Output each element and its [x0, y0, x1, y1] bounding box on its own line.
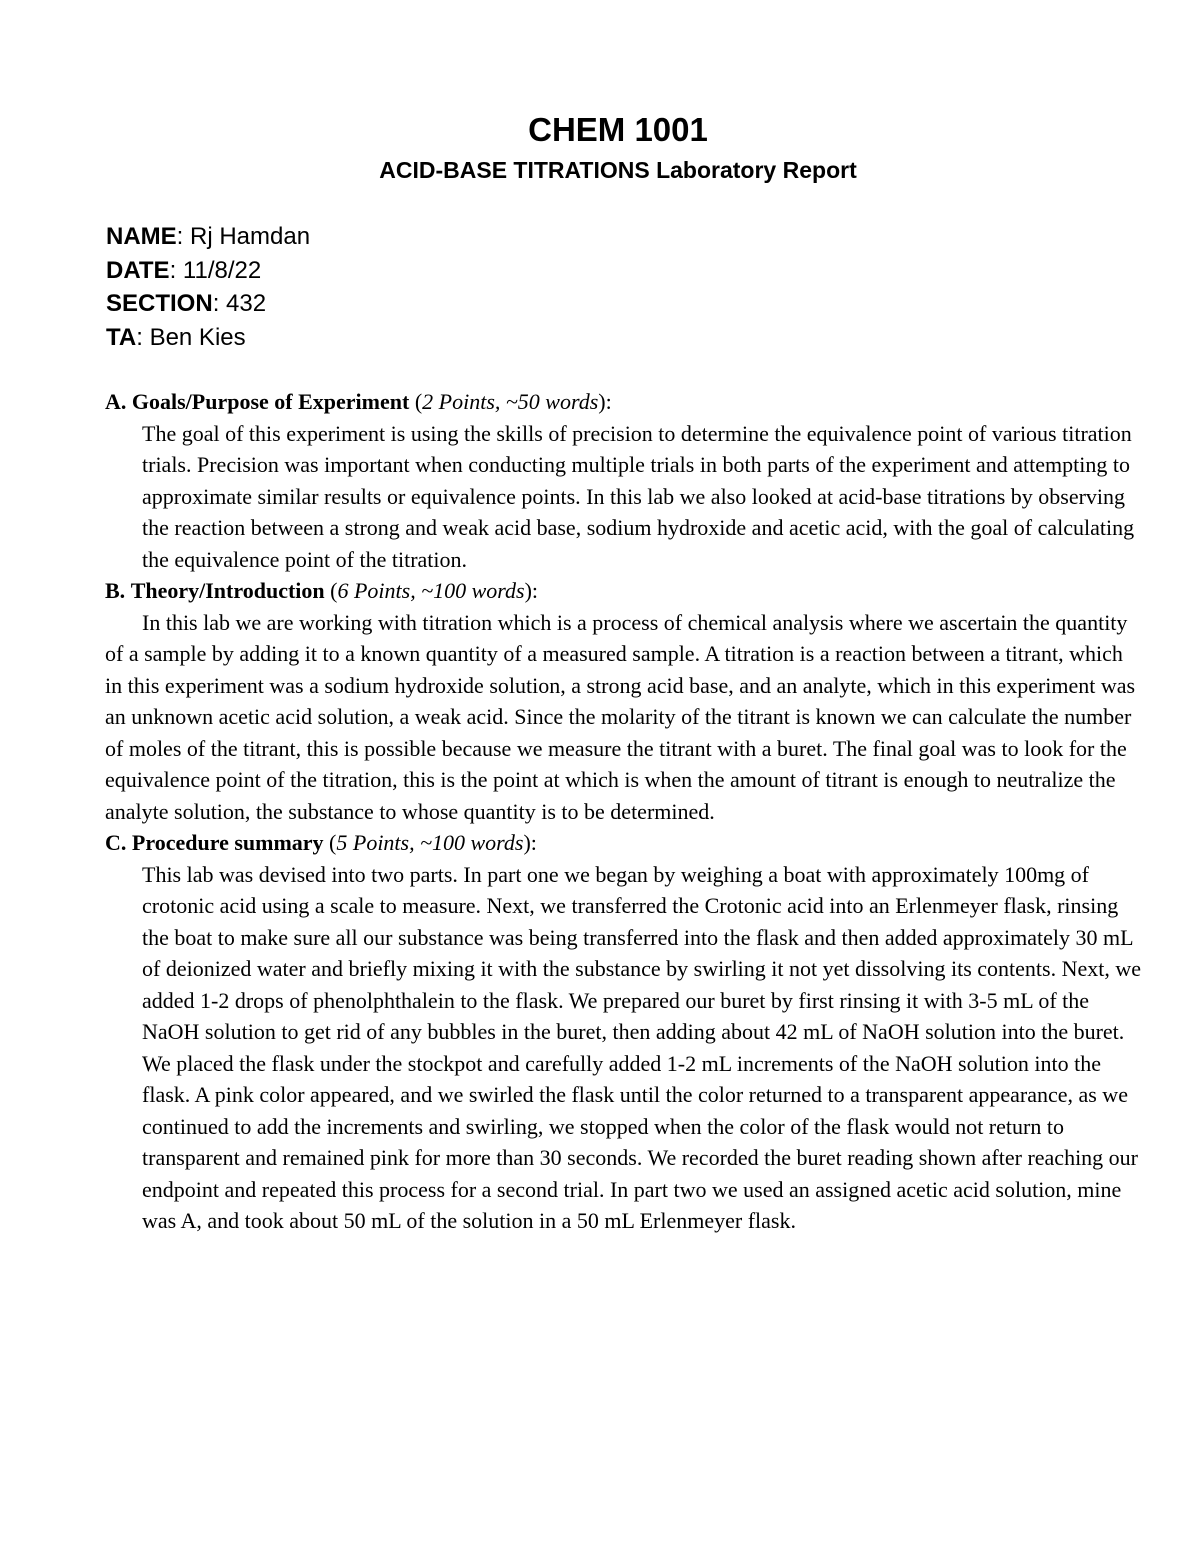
date-value: 11/8/22: [182, 256, 262, 284]
ta-colon: :: [136, 323, 150, 351]
name-colon: :: [176, 223, 191, 250]
course-title: CHEM 1001: [528, 111, 708, 148]
section-c-heading: C. Procedure summary (5 Points, ~100 words):: [105, 830, 537, 855]
ta-row: [106, 321, 310, 355]
name-label: NAME: [106, 223, 177, 250]
section-a-points: 2 Points, ~50 words: [422, 389, 599, 414]
date-colon: :: [169, 256, 183, 284]
section-a-heading: A. Goals/Purpose of Experiment (2 Points, ~50 words):: [105, 389, 612, 414]
section-label: SECTION: [106, 290, 213, 317]
section-value: 432: [226, 290, 267, 317]
section-a-letter: A.: [105, 389, 127, 414]
section-b-body: In this lab we are working with titration which is a process of chemical analysis where we ascertain the quantity of a sample by adding it to a known quantity of a measured sample. A titration is a reaction between a titrant, which in this experiment was a sodium hydroxide solution, a strong acid base, and an analyte, which in this experiment was an unknown acetic acid solution, a weak acid. Since the molarity of the titrant is known we can calculate the number of moles of the titrant, this is possible because we measure the titrant with a buret. The final goal was to look for the equivalence point of the titration, this is the point at which is when the amount of titrant is enough to neutralize the analyte solution, the substance to whose quantity is to be determined.: [105, 609, 1136, 824]
section-c-points: 5 Points, ~100 words: [336, 830, 524, 855]
section-b-letter: B.: [105, 578, 126, 603]
section-a-title: Goals/Purpose of Experiment: [131, 389, 410, 414]
report-title: ACID-BASE TITRATIONS Laboratory Report: [379, 157, 857, 183]
section-colon: :: [212, 290, 227, 317]
section-a-body: The goal of this experiment is using the skills of precision to determine the equivalence point of various titration trials. Precision was important when conducting multiple trials in both parts of the experiment and attempting to approximate similar results or equivalence points. In this lab we also looked at acid-base titrations by observing the reaction between a strong and weak acid base, sodium hydroxide and acetic acid, with the goal of calculating the equivalence point of the titration.: [142, 420, 1135, 572]
section-b-heading: B. Theory/Introduction (6 Points, ~100 words):: [105, 578, 539, 603]
section-row: [106, 287, 310, 321]
section-c-body: This lab was devised into two parts. In part one we began by weighing a boat with approximately 100mg of crotonic acid using a scale to measure. Next, we transferred the Crotonic acid into an Erlenmeyer flask, rinsing the boat to make sure all our substance was being transferred into the flask and then added approximately 30 mL of deionized water and briefly mixing it with the substance by swirling it not yet dissolving its contents. Next, we added 1-2 drops of phenolphthalein to the flask. We prepared our buret by first rinsing it with 3-5 mL of the NaOH solution to get rid of any bubbles in the buret, then adding about 42 mL of NaOH solution into the buret. We placed the flask under the stockpot and carefully added 1-2 mL increments of the NaOH solution into the flask. A pink color appeared, and we swirled the flask until the color returned to a transparent appearance, as we continued to add the increments and swirling, we stopped when the color of the flask would not return to transparent and remained pink for more than 30 seconds. We recorded the buret reading shown after reaching our endpoint and repeated this process for a second trial. In part two we used an assigned acetic acid solution, mine was A, and took about 50 mL of the solution in a 50 mL Erlenmeyer flask.: [142, 861, 1141, 1233]
section-c-letter: C.: [105, 830, 127, 855]
date-row: [106, 254, 310, 288]
date-label: DATE: [106, 256, 170, 284]
ta-label: TA: [106, 323, 137, 351]
name-value: Rj Hamdan: [190, 223, 311, 250]
student-info: [106, 220, 310, 354]
ta-value: Ben Kies: [149, 323, 246, 351]
name-row: [106, 220, 310, 254]
report-body: [105, 386, 1145, 1237]
section-c-title: Procedure summary: [131, 830, 324, 855]
section-b-points: 6 Points, ~100 words: [337, 578, 525, 603]
section-b-title: Theory/Introduction: [130, 578, 325, 603]
